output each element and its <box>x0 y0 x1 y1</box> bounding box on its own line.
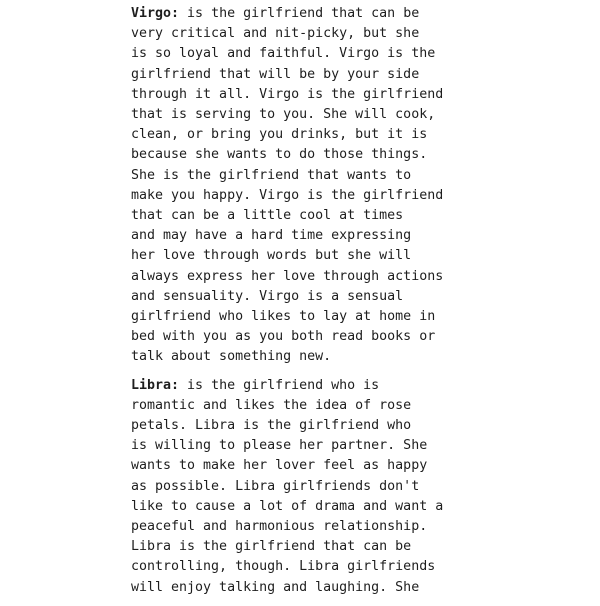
text-line: as possible. Libra girlfriends don't <box>131 478 420 494</box>
text-line: because she wants to do those things. <box>131 147 428 163</box>
text-line: through it all. Virgo is the girlfriend <box>131 86 444 102</box>
text-line: controlling, though. Libra girlfriends <box>131 559 436 575</box>
text-line: very critical and nit-picky, but she <box>131 26 420 42</box>
text-line: that is serving to you. She will cook, <box>131 107 436 123</box>
text-line: that can be a little cool at times <box>131 208 404 224</box>
text-line: Libra is the girlfriend that can be <box>131 539 412 555</box>
text-line: Libra: is the girlfriend who is <box>131 377 380 393</box>
virgo-paragraph <box>131 4 571 368</box>
libra-heading: Libra: <box>131 377 180 393</box>
document-body <box>131 4 571 606</box>
text-line: clean, or bring you drinks, but it is <box>131 127 428 143</box>
text-line: romantic and likes the idea of rose <box>131 397 412 413</box>
text-line: and may have a hard time expressing <box>131 228 412 244</box>
text-line: always express her love through actions <box>131 268 444 284</box>
text-line: like to cause a lot of drama and want a <box>131 498 444 514</box>
text-line: is willing to please her partner. She <box>131 438 428 454</box>
virgo-heading: Virgo: <box>131 6 180 21</box>
text-line: petals. Libra is the girlfriend who <box>131 418 412 434</box>
text-line: girlfriend who likes to lay at home in <box>131 309 436 325</box>
text-line: her love through words but she will <box>131 248 412 264</box>
text-line: She is the girlfriend that wants to <box>131 167 412 183</box>
text-line: wants to make her lover feel as happy <box>131 458 428 474</box>
libra-paragraph <box>131 376 571 598</box>
text-line: bed with you as you both read books or <box>131 329 436 345</box>
text-line: talk about something new. <box>131 349 332 365</box>
text-line: and sensuality. Virgo is a sensual <box>131 288 404 304</box>
text-line: will enjoy talking and laughing. She <box>131 579 420 595</box>
text-line: girlfriend that will be by your side <box>131 66 420 82</box>
text-line: make you happy. Virgo is the girlfriend <box>131 187 444 203</box>
text-line: Virgo: is the girlfriend that can be <box>131 6 420 21</box>
text-line: is so loyal and faithful. Virgo is the <box>131 46 436 62</box>
text-line: peaceful and harmonious relationship. <box>131 519 428 535</box>
